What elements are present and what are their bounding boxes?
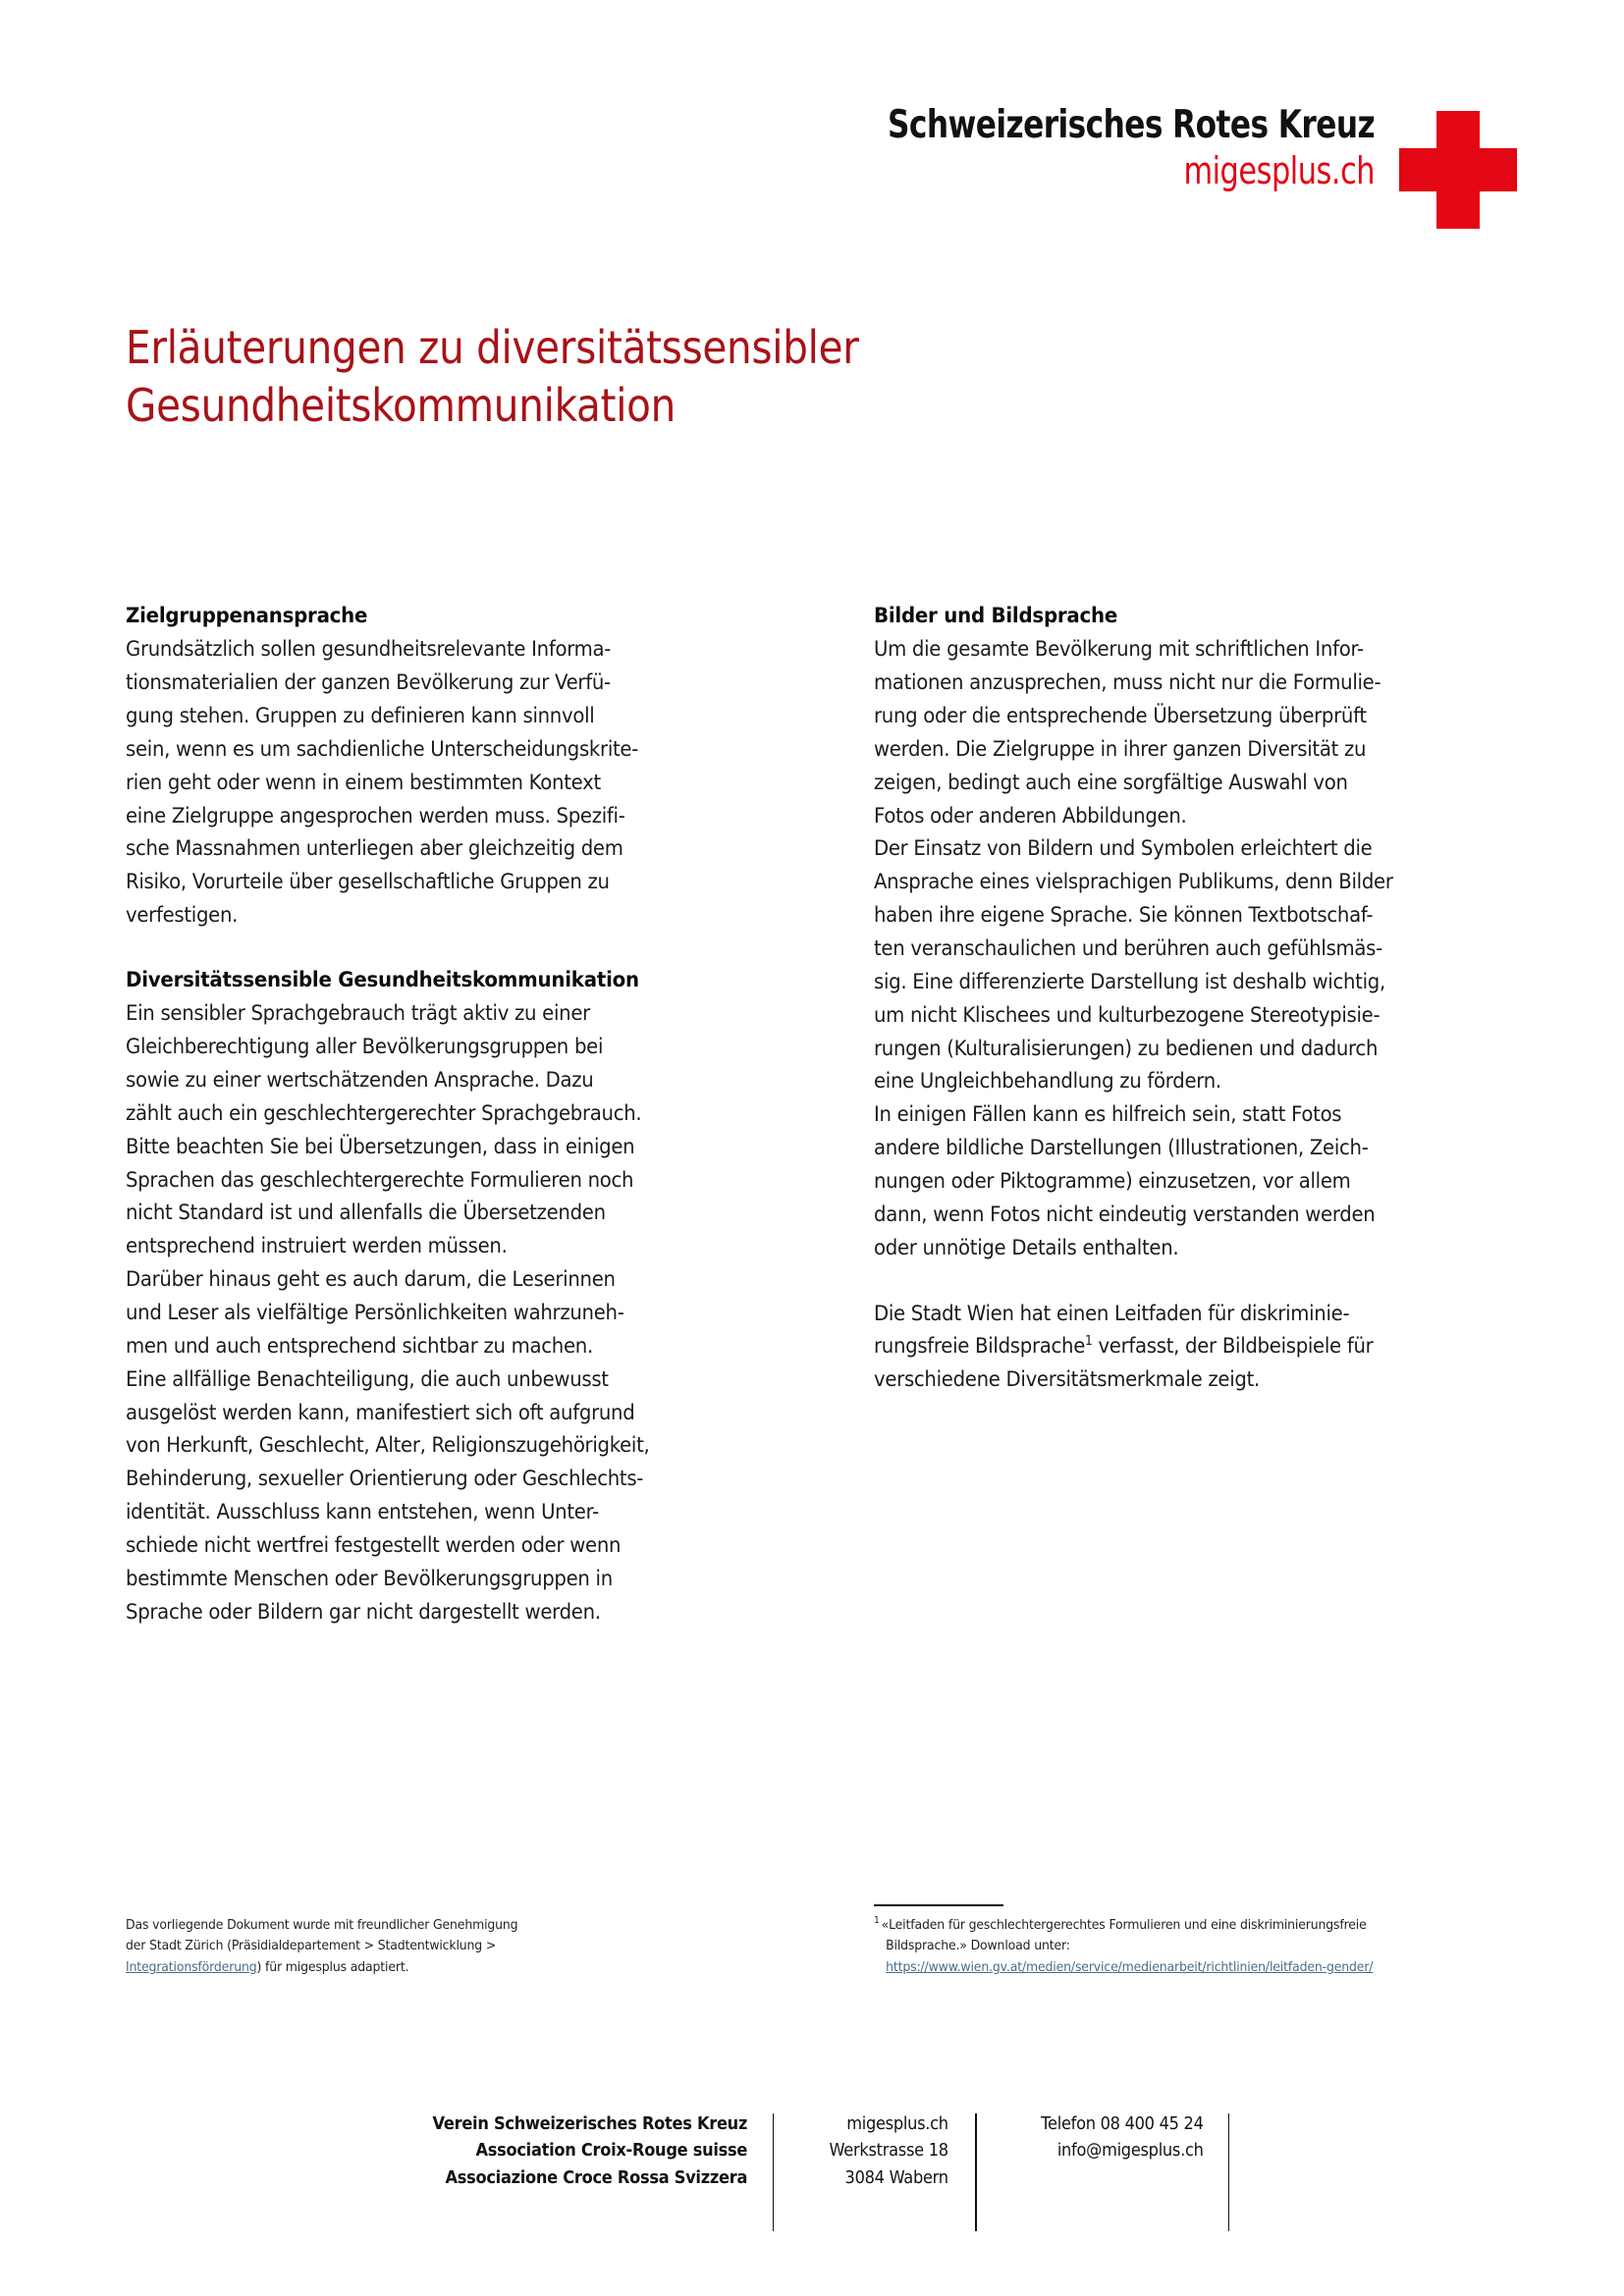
footnote-reference-marker[interactable]: 1 bbox=[1084, 1334, 1092, 1350]
address-footer bbox=[0, 2110, 1624, 2231]
section-heading-bilder-und-bildsprache: Bilder und Bildsprache bbox=[873, 604, 1117, 628]
page-title-line-2: Gesundheitskommunikation bbox=[126, 378, 677, 432]
footer-phone: Telefon 08 400 45 24 bbox=[1041, 2113, 1204, 2134]
text-line: werden. Die Zielgruppe in ihrer ganzen Diversität zu bbox=[873, 736, 1366, 762]
text-line: Sprachen das geschlechtergerechte Formulieren noch bbox=[126, 1167, 634, 1193]
leitfaden-gender-url-link[interactable]: https://www.wien.gv.at/medien/service/medienarbeit/richtlinien/leitfaden-gender/ bbox=[885, 1960, 1373, 1975]
section-heading-diversitaetssensible-gesundheitskommunikation: Diversitätssensible Gesundheitskommunikation bbox=[126, 967, 639, 992]
paragraph-stadt-wien-leitfaden bbox=[874, 1298, 1445, 1398]
srk-wordmark bbox=[766, 103, 1375, 192]
text-line: Bitte beachten Sie bei Übersetzungen, dass in einigen bbox=[126, 1134, 635, 1159]
brand-header bbox=[0, 103, 1624, 243]
text-line: bestimmte Menschen oder Bevölkerungsgruppen in bbox=[126, 1566, 613, 1591]
paragraph-bilder-und-bildsprache bbox=[874, 633, 1445, 1264]
paragraph-spacer bbox=[874, 1265, 1499, 1298]
red-cross-icon bbox=[1399, 111, 1517, 229]
source-attribution-note bbox=[126, 1915, 707, 1979]
text-line: zeigen, bedingt auch eine sorgfältige Auswahl von bbox=[873, 770, 1348, 795]
text-line: dann, wenn Fotos nicht eindeutig verstanden werden bbox=[873, 1201, 1375, 1227]
text-line: der Stadt Zürich (Präsidialdepartement > Stadtentwicklung > bbox=[126, 1939, 497, 1954]
footer-website: migesplus.ch bbox=[846, 2113, 949, 2134]
footer-org-de: Verein Schweizerisches Rotes Kreuz bbox=[432, 2113, 747, 2134]
footer-street: Werkstrasse 18 bbox=[829, 2140, 949, 2162]
footer-divider-2 bbox=[975, 2113, 977, 2231]
text-line: verfestigen. bbox=[126, 903, 239, 929]
footnote-separator-rule bbox=[874, 1904, 1003, 1906]
text-line: Gleichberechtigung aller Bevölkerungsgruppen bei bbox=[126, 1035, 604, 1060]
text-fragment: rungsfreie Bildsprache bbox=[873, 1334, 1085, 1360]
text-line: von Herkunft, Geschlecht, Alter, Religionszugehörigkeit, bbox=[126, 1433, 650, 1459]
left-column bbox=[126, 601, 751, 1629]
organization-name: Schweizerisches Rotes Kreuz bbox=[887, 103, 1375, 147]
text-line-with-link bbox=[126, 1957, 707, 1979]
section-spacer bbox=[126, 933, 751, 965]
footer-city: 3084 Wabern bbox=[845, 2166, 949, 2188]
footnote-left-column bbox=[126, 1904, 751, 1979]
footer-organization-names bbox=[432, 2110, 773, 2191]
text-line: Risiko, Vorurteile über gesellschaftliche Gruppen zu bbox=[126, 870, 610, 895]
footnote-spacer bbox=[126, 1904, 751, 1915]
footer-contact bbox=[1002, 2110, 1228, 2164]
text-line: ausgelöst werden kann, manifestiert sich oft aufgrund bbox=[126, 1400, 635, 1425]
page-title-line-1: Erläuterungen zu diversitätssensibler bbox=[126, 320, 859, 374]
paragraph-diversitaetssensible-gesundheitskommunikation bbox=[126, 997, 697, 1629]
text-line: nicht Standard ist und allenfalls die Übersetzenden bbox=[126, 1201, 606, 1226]
footer-org-it: Associazione Croce Rossa Svizzera bbox=[445, 2166, 747, 2188]
text-fragment: «Leitfaden für geschlechtergerechtes Formulieren und eine diskriminierungsfreie bbox=[881, 1917, 1367, 1933]
text-line: Ein sensibler Sprachgebrauch trägt aktiv zu einer bbox=[126, 1001, 590, 1027]
section-heading-zielgruppenansprache: Zielgruppenansprache bbox=[126, 604, 368, 628]
text-line: gung stehen. Gruppen zu definieren kann sinnvoll bbox=[126, 703, 595, 728]
text-line: sig. Eine differenzierte Darstellung ist deshalb wichtig, bbox=[873, 969, 1385, 994]
brand-name: migesplus.ch bbox=[1183, 149, 1375, 192]
footnote-number: 1 bbox=[873, 1915, 880, 1927]
integrationsfoerderung-link[interactable]: Integrationsförderung bbox=[126, 1960, 257, 1975]
text-line: nungen oder Piktogramme) einzusetzen, vor allem bbox=[873, 1169, 1351, 1194]
text-line: rung oder die entsprechende Übersetzung überprüft bbox=[873, 703, 1367, 728]
text-line: zählt auch ein geschlechtergerechter Sprachgebrauch. bbox=[126, 1100, 642, 1126]
text-line: mationen anzusprechen, muss nicht nur die Formulie- bbox=[873, 670, 1380, 696]
paragraph-zielgruppenansprache bbox=[126, 633, 697, 933]
text-line: eine Ungleichbehandlung zu fördern. bbox=[873, 1069, 1221, 1095]
text-line: rungen (Kulturalisierungen) zu bedienen und dadurch bbox=[873, 1036, 1378, 1061]
footer-address bbox=[794, 2110, 975, 2191]
text-line: Eine allfällige Benachteiligung, die auch unbewusst bbox=[126, 1366, 609, 1392]
text-fragment: verfasst, der Bildbeispiele für bbox=[1091, 1334, 1373, 1360]
text-line: andere bildliche Darstellungen (Illustrationen, Zeich- bbox=[873, 1136, 1369, 1161]
text-line: sche Massnahmen unterliegen aber gleichzeitig dem bbox=[126, 836, 623, 862]
text-line: um nicht Klischees und kulturbezogene Stereotypisie- bbox=[873, 1002, 1380, 1028]
footnotes-row bbox=[126, 1904, 1498, 1979]
text-line: Um die gesamte Bevölkerung mit schriftlichen Infor- bbox=[873, 637, 1364, 663]
footnote-line-1 bbox=[874, 1915, 1455, 1937]
text-line: oder unnötige Details enthalten. bbox=[873, 1235, 1178, 1260]
page-title bbox=[126, 319, 1145, 435]
text-line-with-footnote bbox=[874, 1330, 1445, 1363]
right-column bbox=[874, 601, 1499, 1629]
text-line: Der Einsatz von Bildern und Symbolen erleichtert die bbox=[873, 836, 1372, 862]
text-line: ten veranschaulichen und berühren auch gefühlsmäs- bbox=[873, 935, 1382, 961]
text-line: Das vorliegende Dokument wurde mit freundlicher Genehmigung bbox=[126, 1917, 518, 1933]
footnote-right-column bbox=[874, 1904, 1499, 1979]
footer-divider-3 bbox=[1228, 2113, 1230, 2231]
footnote-url-line bbox=[874, 1957, 1455, 1979]
text-line: eine Zielgruppe angesprochen werden muss. Spezifi- bbox=[126, 803, 625, 828]
text-line: Sprache oder Bildern gar nicht dargestellt werden. bbox=[126, 1599, 601, 1625]
text-line: sein, wenn es um sachdienliche Unterscheidungskrite- bbox=[126, 736, 639, 762]
red-cross-horizontal-bar bbox=[1399, 148, 1517, 191]
body-columns bbox=[126, 601, 1498, 1629]
text-line: Darüber hinaus geht es auch darum, die Leserinnen bbox=[126, 1267, 616, 1293]
footer-email[interactable]: info@migesplus.ch bbox=[1056, 2140, 1204, 2162]
text-line: tionsmaterialien der ganzen Bevölkerung zur Verfü- bbox=[126, 670, 611, 696]
text-line: und Leser als vielfältige Persönlichkeiten wahrzuneh- bbox=[126, 1300, 624, 1325]
footnote-line-2: Bildsprache.» Download unter: bbox=[885, 1939, 1070, 1954]
text-line: Ansprache eines vielsprachigen Publikums, denn Bilder bbox=[873, 870, 1393, 895]
text-line: Behinderung, sexueller Orientierung oder Geschlechts- bbox=[126, 1467, 644, 1492]
text-line: verschiedene Diversitätsmerkmale zeigt. bbox=[873, 1367, 1260, 1393]
text-line: rien geht oder wenn in einem bestimmten Kontext bbox=[126, 770, 601, 795]
text-line: sowie zu einer wertschätzenden Ansprache. Dazu bbox=[126, 1067, 594, 1093]
text-fragment: ) für migesplus adaptiert. bbox=[256, 1960, 409, 1975]
text-line: Die Stadt Wien hat einen Leitfaden für diskriminie- bbox=[873, 1301, 1349, 1326]
text-line: haben ihre eigene Sprache. Sie können Textbotschaf- bbox=[873, 903, 1373, 929]
text-line: entsprechend instruiert werden müssen. bbox=[126, 1234, 508, 1259]
text-line: schiede nicht wertfrei festgestellt werden oder wenn bbox=[126, 1532, 622, 1558]
text-line: identität. Ausschluss kann entstehen, wenn Unter- bbox=[126, 1500, 599, 1525]
text-line: Fotos oder anderen Abbildungen. bbox=[873, 803, 1186, 828]
text-line: In einigen Fällen kann es hilfreich sein, statt Fotos bbox=[873, 1102, 1341, 1128]
footnote-1 bbox=[874, 1915, 1455, 1979]
text-line: Grundsätzlich sollen gesundheitsrelevante Informa- bbox=[126, 637, 612, 663]
footer-org-fr: Association Croix-Rouge suisse bbox=[475, 2140, 747, 2162]
text-line: men und auch entsprechend sichtbar zu machen. bbox=[126, 1333, 593, 1359]
